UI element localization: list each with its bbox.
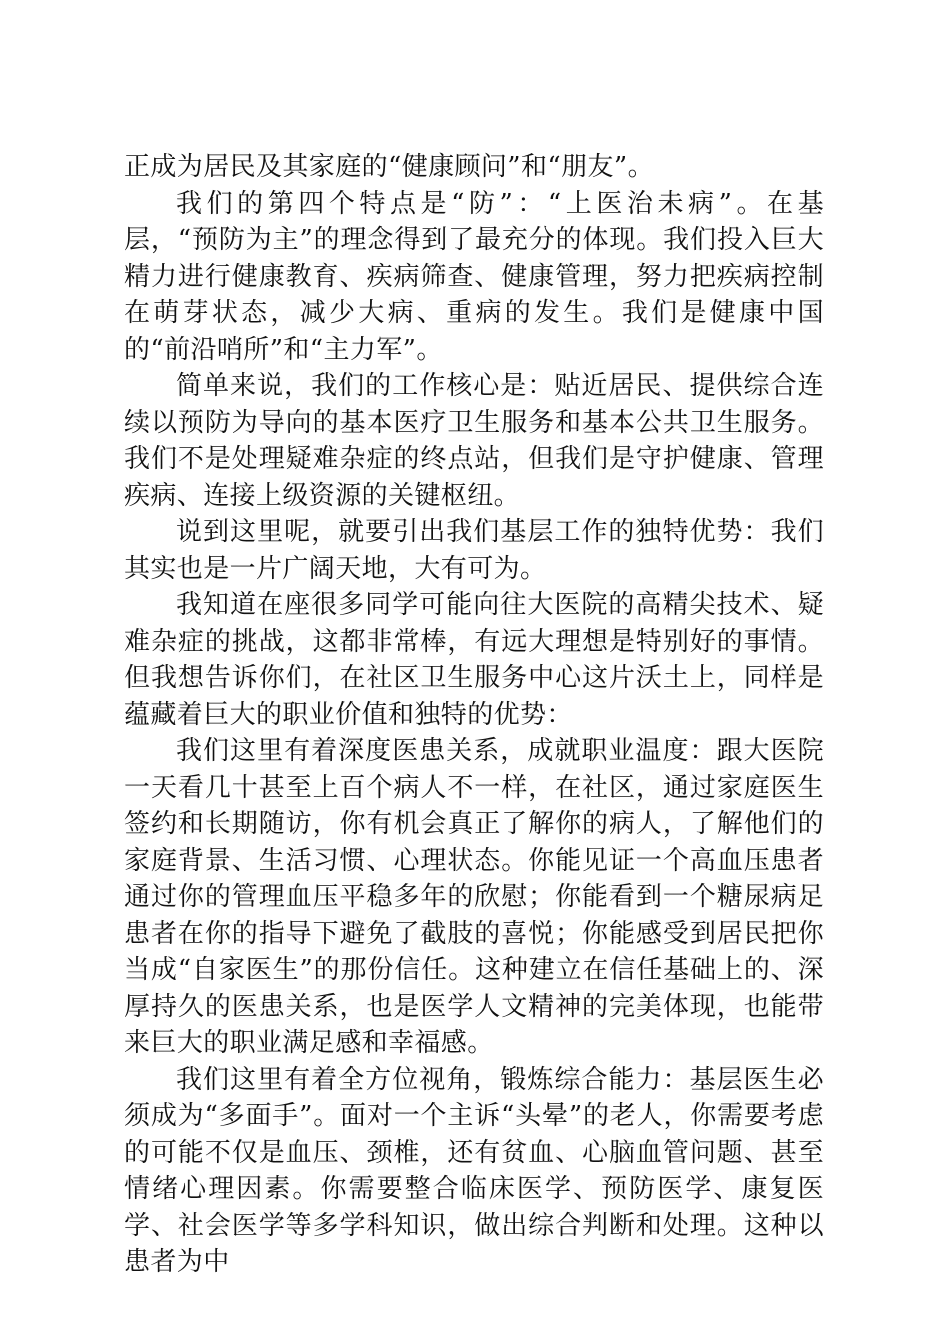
paragraph-advantages-intro: 说到这里呢，就要引出我们基层工作的独特优势：我们其实也是一片广阔天地，大有可为。 bbox=[124, 517, 824, 584]
paragraph-doctor-patient-relationship: 我们这里有着深度医患关系，成就职业温度：跟大医院一天看几十甚至上百个病人不一样，在社区，通过家庭医生签约和长期随访，你有机会真正了解你的病人，了解他们的家庭背景、生活习惯、心理状态。你能见证一个高血压患者通过你的管理血压平稳多年的欣慰；你能看到一个糖尿病足患者在你的指导下避免了截肢的喜悦；你能感受到居民把你当成“自家医生”的那份信任。这种建立在信任基础上的、深厚持久的医患关系，也是医学人文精神的完美体现，也能带来巨大的职业满足感和幸福感。 bbox=[124, 736, 824, 1058]
paragraph-continuation: 正成为居民及其家庭的“健康顾问”和“朋友”。 bbox=[124, 152, 654, 182]
paragraph-career-value: 我知道在座很多同学可能向往大医院的高精尖技术、疑难杂症的挑战，这都非常棒，有远大理想是特别好的事情。但我想告诉你们，在社区卫生服务中心这片沃土上，同样是蕴藏着巨大的职业价值和独特的优势： bbox=[124, 590, 824, 730]
body-text bbox=[124, 149, 824, 1281]
paragraph-work-core: 简单来说，我们的工作核心是：贴近居民、提供综合连续以预防为导向的基本医疗卫生服务和基本公共卫生服务。我们不是处理疑难杂症的终点站，但我们是守护健康、管理疾病、连接上级资源的关键枢纽。 bbox=[124, 371, 824, 511]
paragraph-comprehensive-ability: 我们这里有着全方位视角，锻炼综合能力：基层医生必须成为“多面手”。面对一个主诉“头晕”的老人，你需要考虑的可能不仅是血压、颈椎，还有贫血、心脑血管问题、甚至情绪心理因素。你需要整合临床医学、预防医学、康复医学、社会医学等多学科知识，做出综合判断和处理。这种以患者为中 bbox=[124, 1064, 824, 1277]
paragraph-fourth-feature: 我们的第四个特点是“防”：“上医治未病”。在基层，“预防为主”的理念得到了最充分的体现。我们投入巨大精力进行健康教育、疾病筛查、健康管理，努力把疾病控制在萌芽状态，减少大病、重病的发生。我们是健康中国的“前沿哨所”和“主力军”。 bbox=[124, 188, 824, 365]
